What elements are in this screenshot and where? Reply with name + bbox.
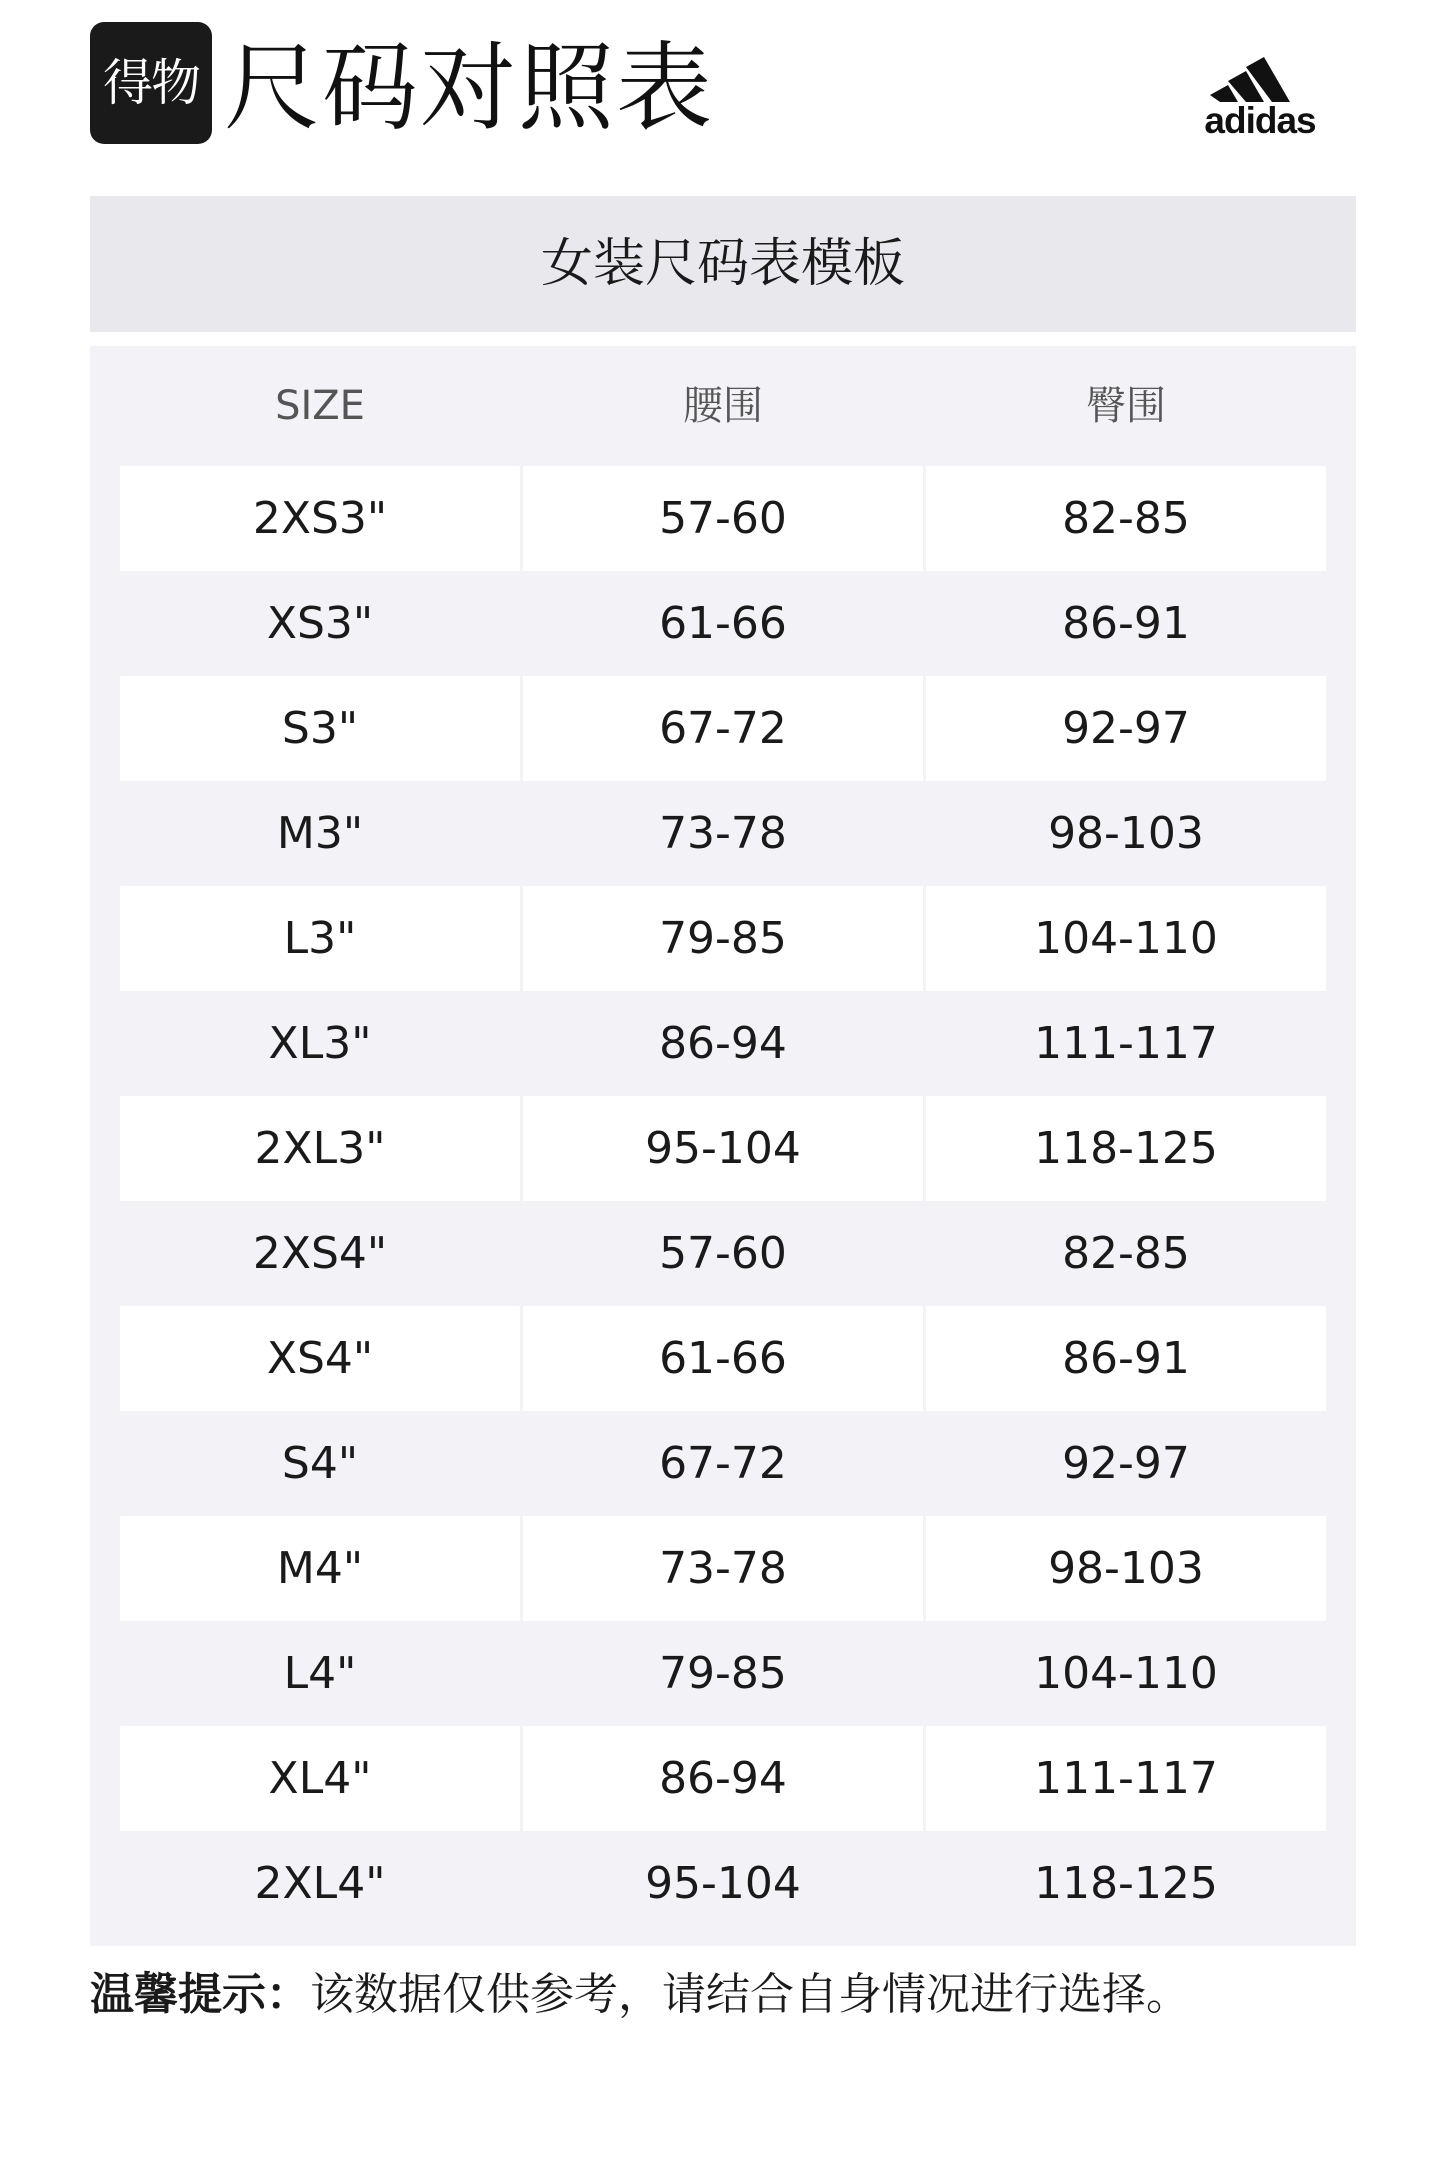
dewu-logo-badge: 得物 <box>90 22 212 144</box>
cell-size: L4" <box>283 1648 357 1699</box>
cell-hip: 98-103 <box>926 1516 1326 1621</box>
table-row <box>120 571 1326 676</box>
table-row <box>120 1306 1326 1411</box>
cell-waist: 67-72 <box>523 676 923 781</box>
page-title: 尺码对照表 <box>224 32 714 144</box>
table-row <box>120 886 1326 991</box>
adidas-wordmark: adidas <box>1204 100 1316 141</box>
cell-size: M3" <box>276 808 364 859</box>
table-row <box>120 466 1326 571</box>
cell-size: XS3" <box>266 598 374 649</box>
table-row <box>120 1516 1326 1621</box>
cell-waist: 95-104 <box>645 1858 801 1909</box>
tip-text: 该数据仅供参考，请结合自身情况进行选择。 <box>310 1969 1190 2020</box>
cell-waist: 79-85 <box>523 886 923 991</box>
cell-size: S4" <box>281 1438 359 1489</box>
table-row <box>120 991 1326 1096</box>
cell-waist: 57-60 <box>659 1228 787 1279</box>
cell-size: XL3" <box>268 1018 372 1069</box>
cell-hip: 104-110 <box>1034 1648 1218 1699</box>
table-title-banner: 女装尺码表模板 <box>90 196 1356 332</box>
cell-waist: 67-72 <box>659 1438 787 1489</box>
table-row <box>120 676 1326 781</box>
size-table <box>90 346 1356 1946</box>
table-row <box>120 1726 1326 1831</box>
column-header-waist: 腰围 <box>683 383 763 429</box>
cell-waist: 79-85 <box>659 1648 787 1699</box>
cell-size: 2XS3" <box>120 466 520 571</box>
cell-waist: 86-94 <box>659 1018 787 1069</box>
cell-waist: 95-104 <box>523 1096 923 1201</box>
tip-note <box>90 1960 1390 2030</box>
cell-waist: 61-66 <box>523 1306 923 1411</box>
cell-hip: 111-117 <box>926 1726 1326 1831</box>
table-header-row <box>120 346 1326 466</box>
header <box>90 22 1350 152</box>
table-row <box>120 1201 1326 1306</box>
adidas-three-stripes-icon <box>1198 42 1322 102</box>
cell-hip: 118-125 <box>1034 1858 1218 1909</box>
cell-hip: 82-85 <box>926 466 1326 571</box>
cell-hip: 82-85 <box>1062 1228 1190 1279</box>
cell-hip: 92-97 <box>1062 1438 1190 1489</box>
cell-size: 2XL4" <box>254 1858 386 1909</box>
cell-size: M4" <box>120 1516 520 1621</box>
cell-hip: 104-110 <box>926 886 1326 991</box>
table-row <box>120 1621 1326 1726</box>
cell-waist: 61-66 <box>659 598 787 649</box>
cell-size: 2XS4" <box>252 1228 388 1279</box>
cell-hip: 92-97 <box>926 676 1326 781</box>
table-row <box>120 1831 1326 1936</box>
column-header-hip: 臀围 <box>1086 383 1166 429</box>
cell-size: XS4" <box>120 1306 520 1411</box>
cell-hip: 98-103 <box>1048 808 1204 859</box>
cell-hip: 86-91 <box>926 1306 1326 1411</box>
cell-hip: 118-125 <box>926 1096 1326 1201</box>
cell-size: 2XL3" <box>120 1096 520 1201</box>
cell-waist: 86-94 <box>523 1726 923 1831</box>
cell-size: L3" <box>120 886 520 991</box>
cell-waist: 73-78 <box>523 1516 923 1621</box>
cell-size: XL4" <box>120 1726 520 1831</box>
table-row <box>120 1411 1326 1516</box>
adidas-logo <box>1198 42 1322 152</box>
cell-size: S3" <box>120 676 520 781</box>
table-row <box>120 781 1326 886</box>
cell-waist: 73-78 <box>659 808 787 859</box>
table-row <box>120 1096 1326 1201</box>
cell-waist: 57-60 <box>523 466 923 571</box>
tip-label: 温馨提示： <box>90 1969 310 2020</box>
cell-hip: 111-117 <box>1034 1018 1218 1069</box>
column-header-size: SIZE <box>275 383 365 429</box>
cell-hip: 86-91 <box>1062 598 1190 649</box>
